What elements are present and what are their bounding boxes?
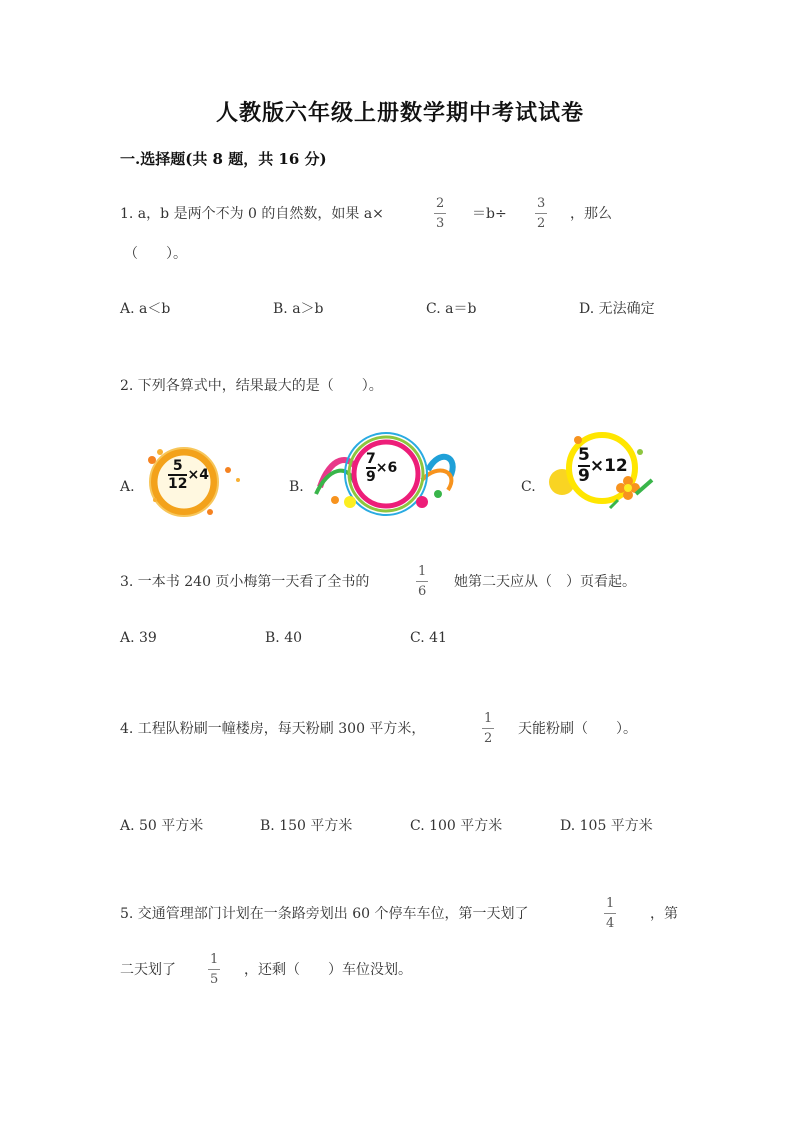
q5-frac2-num: 1 (210, 952, 219, 967)
q2-badge-a-mult: ×4 (187, 467, 209, 483)
q5-text-a: 5. 交通管理部门计划在一条路旁划出 60 个停车车位，第一天划了 (120, 906, 529, 922)
q3-option-b: B. 40 (265, 630, 303, 646)
q1-frac2-den: 2 (535, 213, 547, 230)
q4-frac-num: 1 (484, 711, 493, 726)
q1-frac1-num: 2 (436, 196, 445, 211)
q4-option-a: A. 50 平方米 (120, 818, 204, 834)
q4-text-b: 天能粉刷（ ）。 (518, 721, 637, 737)
section-heading: 一.选择题(共 8 题，共 16 分) (120, 150, 327, 168)
q1-option-c: C. a＝b (426, 301, 477, 317)
q2-badge-c-num: 5 (578, 445, 590, 465)
q2-badge-a-num: 5 (172, 458, 183, 474)
q3-text-a: 3. 一本书 240 页小梅第一天看了全书的 (120, 574, 370, 590)
q1-fraction-1 (434, 197, 446, 230)
q5-frac1-den: 4 (604, 913, 616, 930)
q2-badge-b-num: 7 (366, 451, 376, 467)
q3-frac-den: 6 (416, 581, 428, 598)
q2-badge-b (366, 452, 397, 484)
q5-frac1-num: 1 (606, 896, 615, 911)
q1-frac2-num: 3 (537, 196, 546, 211)
q4-option-b: B. 150 平方米 (260, 818, 353, 834)
q1-text-a: 1. a，b 是两个不为 0 的自然数，如果 a× (120, 206, 384, 222)
q1-text-b: ＝b÷ (472, 206, 507, 222)
q2-badge-c-mult: ×12 (589, 456, 628, 476)
q5-text-d: ，还剩（ ）车位没划。 (244, 962, 412, 978)
q2-option-b-label: B. (289, 479, 304, 495)
q4-text-a: 4. 工程队粉刷一幢楼房，每天粉刷 300 平方米， (120, 721, 426, 737)
q2-option-c-label: C. (521, 479, 536, 495)
q1-fraction-2 (535, 197, 547, 230)
q3-option-c: C. 41 (410, 630, 447, 646)
q1-option-a: A. a＜b (120, 301, 171, 317)
q5-fraction-1 (604, 897, 616, 930)
q4-frac-den: 2 (482, 728, 494, 745)
q5-text-b: ，第 (650, 906, 678, 922)
q2-badge-a-den: 12 (168, 476, 188, 492)
q5-frac2-den: 5 (208, 969, 220, 986)
exam-title: 人教版六年级上册数学期中考试试卷 (215, 100, 584, 126)
q4-option-d: D. 105 平方米 (560, 818, 653, 834)
q2-text: 2. 下列各算式中，结果最大的是（ ）。 (120, 378, 383, 394)
q2-option-a-label: A. (120, 479, 135, 495)
q2-badge-b-den: 9 (366, 469, 376, 485)
q2-badge-b-mult: ×6 (375, 460, 398, 476)
q4-option-c: C. 100 平方米 (410, 818, 503, 834)
q5-text-c: 二天划了 (120, 962, 176, 978)
q2-badge-c-den: 9 (578, 466, 590, 486)
q1-option-b: B. a＞b (273, 301, 324, 317)
q3-option-a: A. 39 (120, 630, 157, 646)
q3-text-b: 她第二天应从（ ）页看起。 (454, 574, 636, 590)
q2-badge-c (578, 447, 628, 485)
q1-frac1-den: 3 (434, 213, 446, 230)
q1-text-c: ，那么 (570, 206, 612, 222)
q2-badge-a (168, 459, 209, 491)
q3-frac-num: 1 (418, 564, 427, 579)
q3-fraction (416, 565, 428, 598)
q1-option-d: D. 无法确定 (579, 301, 655, 317)
q1-text-d: （ ）。 (124, 246, 187, 262)
q5-fraction-2 (208, 953, 220, 986)
q4-fraction (482, 712, 494, 745)
